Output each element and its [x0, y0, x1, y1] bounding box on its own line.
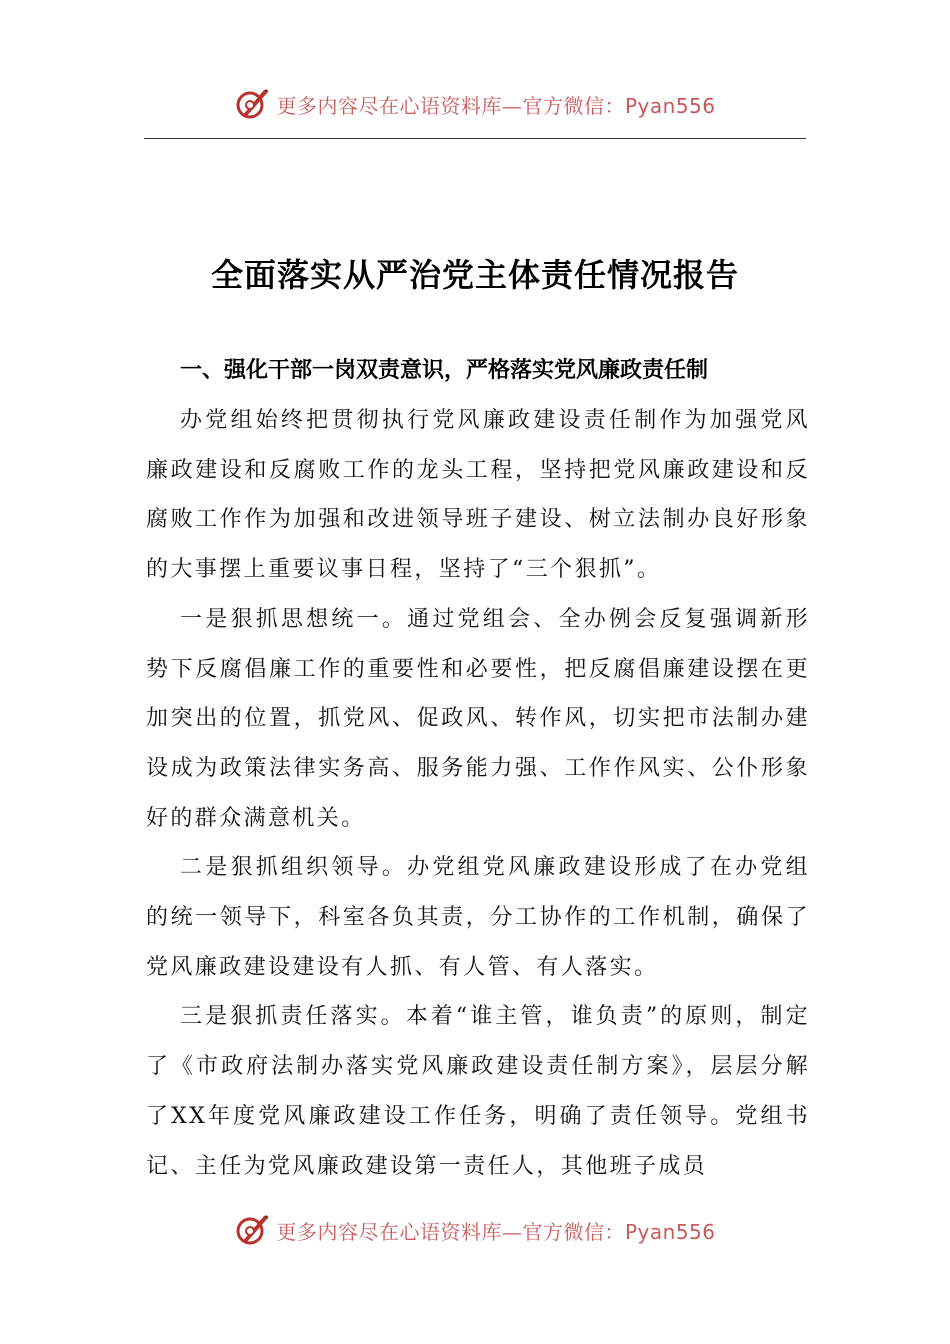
header-banner-text: [276, 90, 715, 119]
paragraph-point-2: 二是狠抓组织领导。办党组党风廉政建设形成了在办党组的统一领导下，科室各负其责，分工协作的工作机制，确保了党风廉政建设建设有人抓、有人管、有人落实。: [146, 855, 810, 980]
document-title: 全面落实从严治党主体责任情况报告: [210, 256, 739, 294]
footer-banner: [0, 1210, 950, 1250]
quill-logo-icon: [234, 86, 270, 122]
quill-logo-icon: [234, 1212, 270, 1248]
footer-wechat-id: Pyan556: [624, 1219, 716, 1244]
footer-banner-text: [276, 1216, 715, 1245]
header-divider: [144, 138, 806, 139]
paragraph-point-3: 三是狠抓责任落实。本着“谁主管，谁负责”的原则，制定了《市政府法制办落实党风廉政建设责任制方案》，层层分解了XX年度党风廉政建设工作任务，明确了责任领导。党组书记、主任为党风廉政建设第一责任人，其他班子成员: [146, 1004, 810, 1179]
paragraph-intro: 办党组始终把贯彻执行党风廉政建设责任制作为加强党风廉政建设和反腐败工作的龙头工程，坚持把党风廉政建设和反腐败工作作为加强和改进领导班子建设、树立法制办良好形象的大事摆上重要议事日程，坚持了“三个狠抓”。: [146, 408, 810, 583]
footer-banner-label: 更多内容尽在心语资料库—官方微信：: [276, 1219, 625, 1244]
paragraph-point-1: 一是狠抓思想统一。通过党组会、全办例会反复强调新形势下反腐倡廉工作的重要性和必要性，把反腐倡廉建设摆在更加突出的位置，抓党风、促政风、转作风，切实把市法制办建设成为政策法律实务高、服务能力强、工作作风实、公仆形象好的群众满意机关。: [146, 606, 810, 831]
document-body: [146, 346, 810, 1191]
section-heading: 一、强化干部一岗双责意识，严格落实党风廉政责任制: [180, 358, 709, 383]
header-banner: [0, 84, 950, 124]
header-wechat-id: Pyan556: [624, 93, 716, 118]
header-banner-label: 更多内容尽在心语资料库—官方微信：: [276, 93, 625, 118]
